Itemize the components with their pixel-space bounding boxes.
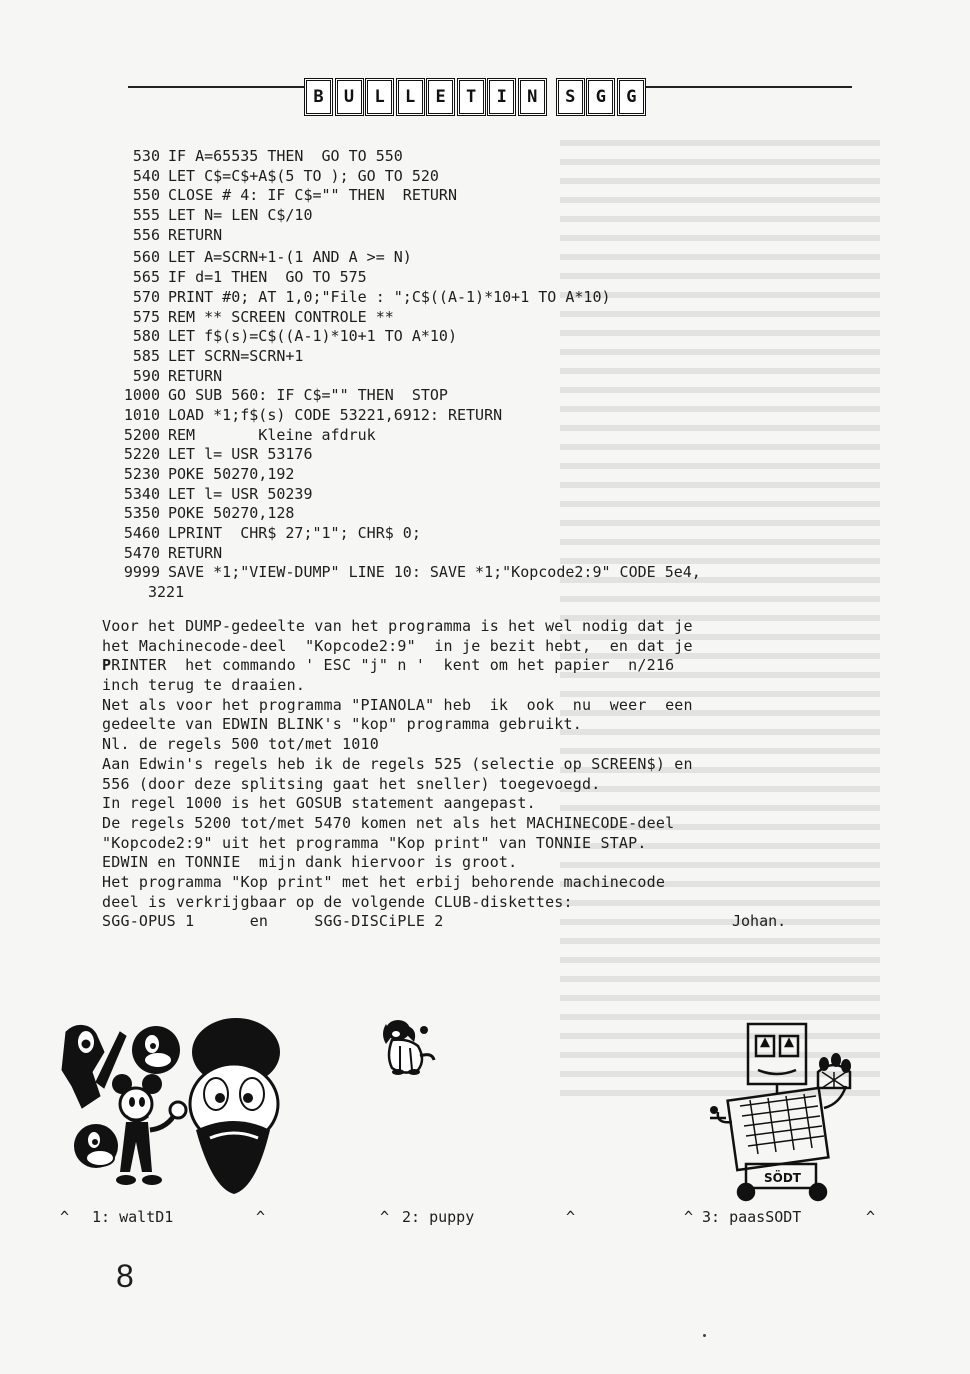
statement: LET N= LEN C$/10: [168, 206, 313, 225]
code-line: [102, 406, 862, 426]
statement: POKE 50270,128: [168, 504, 295, 523]
line-number: 5470: [123, 543, 160, 562]
text-line: 556 (door deze splitsing gaat het sneller) toegevoegd.: [102, 774, 601, 793]
text-line: De regels 5200 tot/met 5470 komen net als het MACHINECODE-deel: [102, 813, 675, 832]
line-number: 9999: [123, 563, 160, 582]
code-line: [102, 563, 862, 583]
text-line: inch terug te draaien.: [102, 676, 306, 695]
banner-letter: L: [396, 78, 425, 116]
page-number: 8: [116, 1258, 134, 1294]
statement: LPRINT CHR$ 27;"1"; CHR$ 0;: [168, 524, 421, 543]
line-number: 555: [132, 206, 160, 225]
line-number: 5350: [123, 504, 160, 523]
statement: LET C$=C$+A$(5 TO ); GO TO 520: [168, 166, 439, 185]
code-line: [102, 268, 862, 288]
line-number: 1010: [123, 405, 160, 424]
caption-1-right-arrow: ^: [256, 1208, 266, 1226]
text-line: PRINTER het commando ' ESC "j" n ' kent om het papier n/216: [102, 656, 675, 675]
bulletin-sgg-banner: [304, 76, 646, 118]
code-line: [102, 147, 862, 167]
author-signoff: Johan.: [732, 912, 787, 930]
disney-characters-illustration: [56, 1012, 296, 1202]
line-number: 580: [132, 327, 160, 346]
code-line: [102, 485, 862, 505]
code-line: [102, 465, 862, 485]
banner-letter: E: [426, 78, 455, 116]
code-line: [102, 524, 862, 544]
code-line: [102, 186, 862, 206]
caption-1-left-arrow: ^: [60, 1208, 70, 1226]
statement: LET l= USR 53176: [168, 445, 313, 464]
line-number: 540: [132, 166, 160, 185]
text-line: Net als voor het programma "PIANOLA" heb ik ook nu weer een: [102, 695, 693, 714]
header-rule-right: [646, 86, 852, 88]
line-number: 5340: [123, 484, 160, 503]
line-number: 556: [132, 225, 160, 244]
banner-letter: T: [457, 78, 486, 116]
statement: REM Kleine afdruk: [168, 425, 376, 444]
machine-label: SÖDT: [764, 1171, 801, 1185]
speck: [703, 1334, 706, 1337]
banner-letter: G: [586, 78, 615, 116]
line-number: 560: [132, 248, 160, 267]
banner-letter: I: [487, 78, 516, 116]
line-number: 5460: [123, 524, 160, 543]
statement: GO SUB 560: IF C$="" THEN STOP: [168, 386, 448, 405]
caption-3: 3: paasSODT: [702, 1208, 802, 1226]
statement: REM ** SCREEN CONTROLE **: [168, 307, 394, 326]
statement: LET l= USR 50239: [168, 484, 313, 503]
banner-letter: U: [335, 78, 364, 116]
statement: POKE 50270,192: [168, 465, 295, 483]
line-number: 1000: [123, 386, 160, 405]
code-line: [102, 288, 862, 308]
statement: CLOSE # 4: IF C$="" THEN RETURN: [168, 186, 457, 205]
text-line: het Machinecode-deel "Kopcode2:9" in je bezit hebt, en dat je: [102, 636, 693, 655]
statement: RETURN: [168, 366, 223, 385]
line-number: 5200: [123, 425, 160, 444]
text-line: "Kopcode2:9" uit het programma "Kop print" van TONNIE STAP.: [102, 833, 647, 852]
header-rule-left: [128, 86, 304, 88]
caption-2-left-arrow: ^: [380, 1208, 390, 1226]
code-line: [102, 426, 862, 446]
line-number: 530: [132, 147, 160, 165]
statement: RETURN: [168, 543, 223, 562]
code-line: [102, 226, 862, 246]
line-number: 570: [132, 287, 160, 306]
code-line: [102, 248, 862, 268]
banner-letter: G: [617, 78, 646, 116]
line-number: 590: [132, 366, 160, 385]
text-line: deel is verkrijgbaar op de volgende CLUB-diskettes:: [102, 892, 573, 911]
text-line: gedeelte van EDWIN BLINK's "kop" programma gebruikt.: [102, 715, 582, 734]
code-line: [102, 544, 862, 564]
caption-3-right-arrow: ^: [866, 1208, 876, 1226]
article-text: [102, 617, 842, 932]
banner-letter: L: [365, 78, 394, 116]
code-line: [102, 504, 862, 524]
sodt-machine-illustration: [706, 1018, 858, 1204]
code-line: [102, 347, 862, 367]
caption-2-right-arrow: ^: [566, 1208, 576, 1226]
line-number: 5220: [123, 445, 160, 464]
statement: IF d=1 THEN GO TO 575: [168, 268, 367, 287]
statement: LET SCRN=SCRN+1: [168, 346, 304, 365]
code-line: [102, 308, 862, 328]
text-line: SGG-OPUS 1 en SGG-DISCiPLE 2: [102, 912, 444, 931]
banner-letter: S: [556, 78, 585, 116]
text-line: Voor het DUMP-gedeelte van het programma is het wel nodig dat je: [102, 617, 693, 635]
code-line: [102, 367, 862, 387]
code-line: [102, 327, 862, 347]
bold-initial: P: [102, 656, 112, 675]
statement: LET A=SCRN+1-(1 AND A >= N): [168, 248, 412, 267]
text-line: EDWIN en TONNIE mijn dank hiervoor is groot.: [102, 853, 518, 872]
banner-gap: [548, 81, 554, 113]
line-number: 550: [132, 186, 160, 205]
text-line: Het programma "Kop print" met het erbij behorende machinecode: [102, 872, 666, 891]
code-line: [102, 206, 862, 226]
statement: SAVE *1;"VIEW-DUMP" LINE 10: SAVE *1;"Kopcode2:9" CODE 5e4,: [168, 563, 701, 582]
continuation-text: 3221: [148, 583, 185, 602]
banner-letter: N: [518, 78, 547, 116]
line-number: 575: [132, 307, 160, 326]
text-line: Nl. de regels 500 tot/met 1010: [102, 735, 379, 754]
caption-2: 2: puppy: [402, 1208, 475, 1226]
statement: PRINT #0; AT 1,0;"File : ";C$((A-1)*10+1 TO A*10): [168, 287, 611, 306]
caption-1: 1: waltD1: [92, 1208, 174, 1226]
code-line: [102, 386, 862, 406]
code-line: [102, 445, 862, 465]
code-continuation: [102, 583, 862, 603]
code-line: [102, 167, 862, 187]
banner-letter: B: [304, 78, 333, 116]
caption-3-left-arrow: ^: [684, 1208, 694, 1226]
line-number: 585: [132, 346, 160, 365]
text-line: In regel 1000 is het GOSUB statement aangepast.: [102, 794, 536, 813]
puppy-illustration: [378, 1016, 440, 1080]
statement: IF A=65535 THEN GO TO 550: [168, 147, 403, 165]
basic-listing: [102, 147, 862, 603]
statement: LET f$(s)=C$((A-1)*10+1 TO A*10): [168, 327, 457, 346]
statement: RETURN: [168, 225, 223, 244]
statement: LOAD *1;f$(s) CODE 53221,6912: RETURN: [168, 405, 503, 424]
line-number: 565: [132, 268, 160, 287]
text-line: Aan Edwin's regels heb ik de regels 525 (selectie op SCREEN$) en: [102, 754, 693, 773]
line-number: 5230: [123, 465, 160, 483]
